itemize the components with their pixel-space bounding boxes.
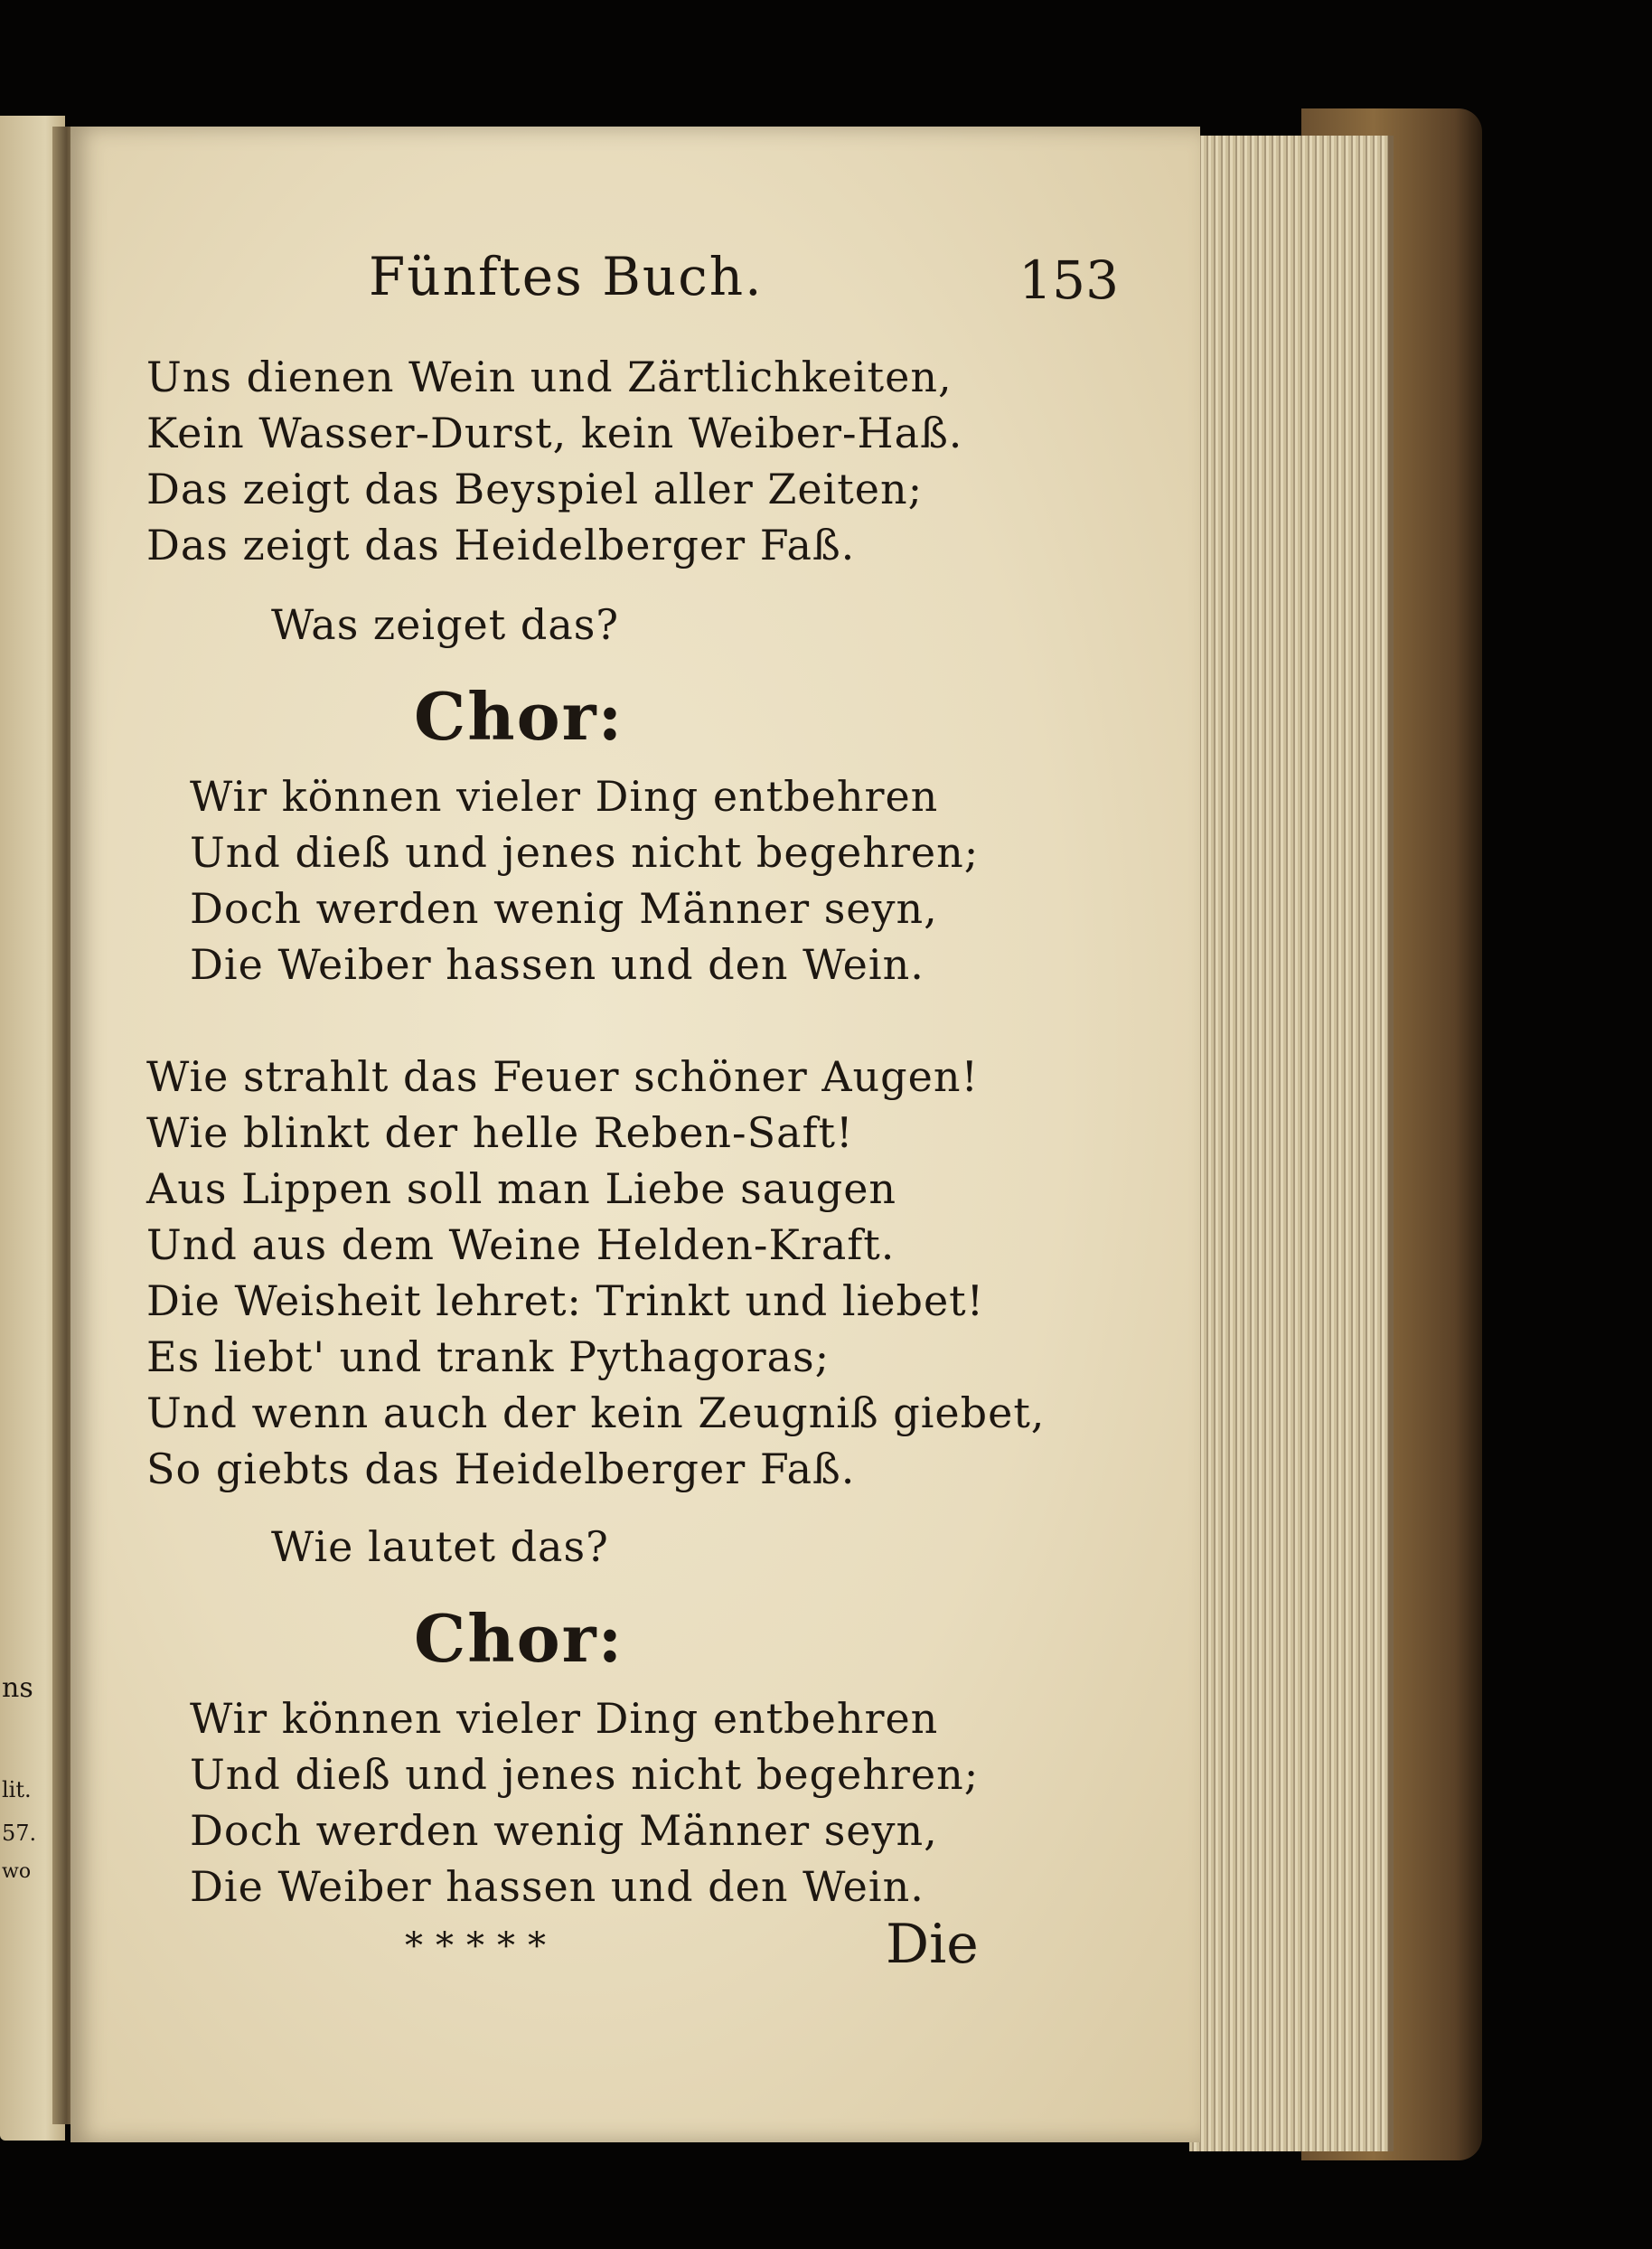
refrain-question: Was zeiget das? bbox=[271, 600, 620, 649]
margin-fragment: ns bbox=[2, 1672, 33, 1704]
section-ornament: ***** bbox=[405, 1925, 558, 1967]
chorus-line: Und dieß und jenes nicht begehren; bbox=[190, 1750, 980, 1799]
book-page bbox=[70, 127, 1200, 2142]
chorus-line: Die Weiber hassen und den Wein. bbox=[190, 940, 925, 989]
verse-line: Die Weisheit lehret: Trinkt und liebet! bbox=[146, 1276, 985, 1325]
verse-line: Aus Lippen soll man Liebe saugen bbox=[146, 1164, 897, 1213]
verse-line: Das zeigt das Beyspiel aller Zeiten; bbox=[146, 465, 924, 513]
verse-line: Das zeigt das Heidelberger Faß. bbox=[146, 521, 856, 569]
verse-line: Und aus dem Weine Helden-Kraft. bbox=[146, 1220, 896, 1269]
page-header bbox=[369, 246, 1119, 318]
refrain-question: Wie lautet das? bbox=[271, 1522, 609, 1571]
chorus-line: Wir können vieler Ding entbehren bbox=[190, 772, 939, 821]
verse-line: Wie blinkt der helle Reben-Saft! bbox=[146, 1108, 854, 1157]
verse-line: Wie strahlt das Feuer schöner Augen! bbox=[146, 1052, 979, 1101]
chorus-line: Wir können vieler Ding entbehren bbox=[190, 1694, 939, 1743]
margin-fragment: lit. bbox=[2, 1777, 32, 1802]
margin-fragment: wo bbox=[2, 1860, 32, 1883]
catchword: Die bbox=[886, 1913, 979, 1976]
verse-line: Es liebt' und trank Pythagoras; bbox=[146, 1332, 831, 1381]
chorus-line: Doch werden wenig Männer seyn, bbox=[190, 1806, 938, 1855]
chorus-line: Die Weiber hassen und den Wein. bbox=[190, 1862, 925, 1911]
chorus-line: Und dieß und jenes nicht begehren; bbox=[190, 828, 980, 877]
verse-line: Kein Wasser-Durst, kein Weiber-Haß. bbox=[146, 409, 963, 457]
verse-line: So giebts das Heidelberger Faß. bbox=[146, 1444, 856, 1493]
verse-line: Uns dienen Wein und Zärtlichkeiten, bbox=[146, 353, 953, 401]
page-block-edge bbox=[1189, 136, 1394, 2151]
running-title: Fünftes Buch. bbox=[369, 246, 764, 307]
chorus-line: Doch werden wenig Männer seyn, bbox=[190, 884, 938, 933]
chorus-heading: Chor: bbox=[414, 1600, 624, 1677]
chorus-heading: Chor: bbox=[414, 678, 624, 755]
page-number: 153 bbox=[1018, 249, 1119, 311]
verse-line: Und wenn auch der kein Zeugniß giebet, bbox=[146, 1388, 1046, 1437]
margin-fragment: 57. bbox=[2, 1821, 37, 1846]
